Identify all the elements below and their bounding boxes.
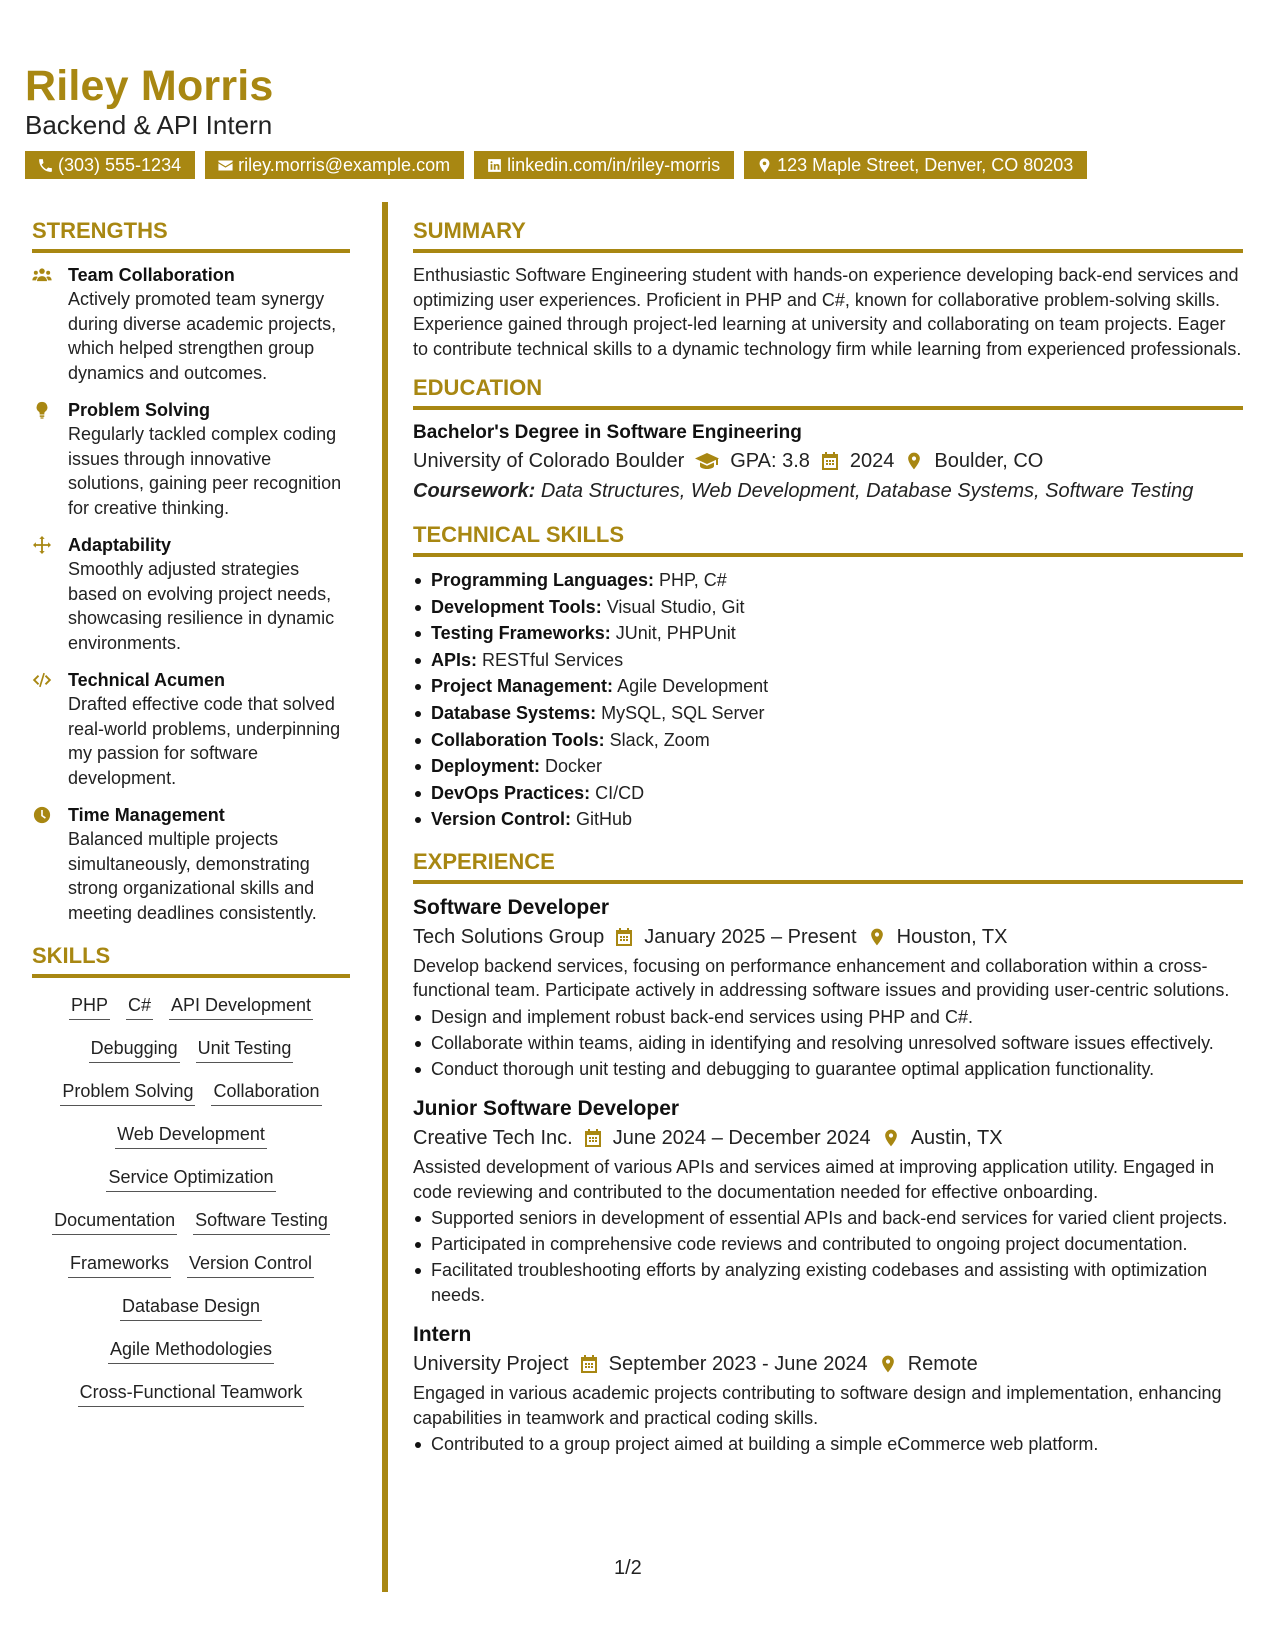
contact-phone-text: (303) 555-1234 [58,155,182,175]
skill-tag: Debugging [89,1037,180,1063]
job-location: Austin, TX [910,1127,1003,1150]
skill-tag: Problem Solving [60,1080,195,1106]
list-item: Conduct thorough unit testing and debugging to guarantee optimal application functionality. [413,1057,1243,1082]
list-item: Version Control: GitHub [413,806,1243,833]
list-item: Programming Languages: PHP, C# [413,567,1243,594]
envelope-icon [217,157,234,174]
skill-tag: Software Testing [193,1209,330,1235]
strength-desc: Regularly tackled complex coding issues through innovative solutions, gaining peer recognition for creative thinking. [68,424,342,518]
skill-tag: API Development [169,994,313,1020]
coursework-list: Data Structures, Web Development, Database Systems, Software Testing [540,480,1194,502]
skill-tag: Web Development [115,1123,267,1149]
contact-email-text: riley.morris@example.com [238,155,451,175]
strength-title: Time Management [68,805,225,825]
calendar-icon [583,1128,603,1148]
job-dates: January 2025 – Present [644,925,857,948]
job-dates: June 2024 – December 2024 [612,1127,871,1150]
summary-text: Enthusiastic Software Engineering student with hands-on experience developing back-end services and optimizing user experiences. Proficient in PHP and C#, known for collaborative problem-solving skills. Experience gained through project-led learning at university and collaborating on team projects. Eager to contribute technical skills to a dynamic technology firm while learning from experienced professionals. [413,265,1242,359]
education-heading: EDUCATION [413,375,1243,410]
list-item: Development Tools: Visual Studio, Git [413,594,1243,621]
job-description: Develop backend services, focusing on performance enhancement and collaboration within a cross-functional team. Participate actively in addressing software issues and providing user-centric solutions. [413,955,1230,1001]
skill-tag: Unit Testing [196,1037,294,1063]
phone-icon [37,157,54,174]
skill-tag: Documentation [52,1209,177,1235]
candidate-role: Backend & API Intern [25,110,273,140]
contact-linkedin[interactable] [474,151,734,179]
skill-tag: Cross-Functional Teamwork [78,1381,305,1407]
calendar-icon [614,927,634,947]
list-item: Database Systems: MySQL, SQL Server [413,700,1243,727]
skills-section [32,943,350,1407]
skill-tag: Frameworks [68,1252,171,1278]
list-item: Design and implement robust back-end services using PHP and C#. [413,1005,1243,1030]
school-name: University of Colorado Boulder [413,450,685,472]
list-item: Testing Frameworks: JUnit, PHPUnit [413,620,1243,647]
strength-desc: Drafted effective code that solved real-world problems, underpinning my passion for software development. [68,694,341,788]
contact-bar [25,151,1087,179]
list-item: Collaboration Tools: Slack, Zoom [413,727,1243,754]
job-meta [413,922,1243,952]
technical-skills-heading: TECHNICAL SKILLS [413,522,1243,557]
job-bullets [413,1432,1243,1457]
job-description: Assisted development of various APIs and services aimed at improving application utility. Engaged in code reviewing and contributed to the documentation needed for effective onboarding. [413,1157,1215,1202]
calendar-icon [820,451,840,471]
job-title: Software Developer [413,895,610,919]
contact-linkedin-text: linkedin.com/in/riley-morris [507,155,721,175]
map-pin-icon [756,157,773,174]
technical-skills-list [413,567,1243,833]
list-item: Collaborate within teams, aiding in identifying and resolving unresolved software issues effectively. [413,1031,1243,1056]
column-divider [382,202,388,1592]
skill-tag: Service Optimization [106,1166,275,1192]
list-item: Project Management: Agile Development [413,673,1243,700]
job-entry [413,1095,1243,1307]
job-dates: September 2023 - June 2024 [608,1353,868,1376]
job-title: Junior Software Developer [413,1097,680,1121]
graduation-cap-icon [694,451,720,471]
arrows-move-icon [32,536,52,554]
job-meta [413,1349,1243,1379]
map-pin-icon [881,1128,901,1148]
list-item: Facilitated troubleshooting efforts by analyzing existing codebases and assisting with optimization needs. [413,1258,1243,1307]
strength-title: Problem Solving [68,400,211,420]
company-name: University Project [413,1353,569,1376]
skills-heading: SKILLS [32,943,350,978]
strength-item [32,533,350,655]
map-pin-icon [867,927,887,947]
skill-tag: PHP [69,994,110,1020]
left-column [32,218,350,1424]
strength-item [32,803,350,925]
degree-title: Bachelor's Degree in Software Engineering [413,422,802,443]
strength-desc: Actively promoted team synergy during diverse academic projects, which helped strengthen group dynamics and outcomes. [68,289,337,383]
job-entry [413,894,1243,1082]
code-icon [32,671,52,689]
job-title: Intern [413,1323,472,1347]
skill-tag: Agile Methodologies [108,1338,274,1364]
job-description: Engaged in various academic projects contributing to software design and implementation, enhancing capabilities in teamwork and practical coding skills. [413,1383,1222,1428]
list-item: Deployment: Docker [413,753,1243,780]
candidate-name: Riley Morris [25,62,274,110]
map-pin-icon [878,1354,898,1374]
contact-phone[interactable] [25,151,195,179]
list-item: DevOps Practices: CI/CD [413,780,1243,807]
strengths-heading: STRENGTHS [32,218,350,253]
job-location: Remote [907,1353,978,1376]
education-meta [413,446,1243,476]
experience-heading: EXPERIENCE [413,849,1243,884]
users-icon [32,266,52,284]
list-item: Supported seniors in development of essential APIs and back-end services for varied client projects. [413,1206,1243,1231]
job-meta [413,1123,1243,1153]
job-bullets [413,1005,1243,1082]
strength-title: Adaptability [68,535,172,555]
calendar-icon [579,1354,599,1374]
strength-title: Team Collaboration [68,265,235,285]
strength-title: Technical Acumen [68,670,226,690]
lightbulb-icon [32,401,52,419]
job-bullets [413,1206,1243,1307]
skill-tag: Database Design [120,1295,262,1321]
linkedin-icon [486,157,503,174]
company-name: Tech Solutions Group [413,925,605,948]
map-pin-icon [904,451,924,471]
skill-tag: Collaboration [211,1080,321,1106]
clock-icon [32,806,52,824]
contact-email[interactable] [205,151,464,179]
list-item: APIs: RESTful Services [413,647,1243,674]
skill-tag: Version Control [187,1252,314,1278]
job-location: Houston, TX [896,925,1008,948]
strength-item [32,263,350,385]
list-item: Participated in comprehensive code reviews and contributed to ongoing project documentation. [413,1232,1243,1257]
summary-heading: SUMMARY [413,218,1243,253]
strength-item [32,668,350,790]
strength-desc: Smoothly adjusted strategies based on evolving project needs, showcasing resilience in dynamic environments. [68,559,335,653]
graduation-year: 2024 [849,450,895,472]
coursework [413,476,1243,506]
contact-address-text: 123 Maple Street, Denver, CO 80203 [777,155,1074,175]
school-location: Boulder, CO [934,450,1044,472]
company-name: Creative Tech Inc. [413,1127,573,1150]
page-number: 1/2 [614,1557,642,1579]
coursework-label: Coursework: [413,480,536,502]
job-entry [413,1321,1243,1457]
strength-desc: Balanced multiple projects simultaneously, demonstrating strong organizational skills and meeting deadlines consistently. [68,829,317,923]
skill-tag: C# [126,994,153,1020]
list-item: Contributed to a group project aimed at building a simple eCommerce web platform. [413,1432,1243,1457]
strength-item [32,398,350,520]
right-column [413,218,1243,1471]
gpa: GPA: 3.8 [730,450,810,472]
contact-address [744,151,1087,179]
